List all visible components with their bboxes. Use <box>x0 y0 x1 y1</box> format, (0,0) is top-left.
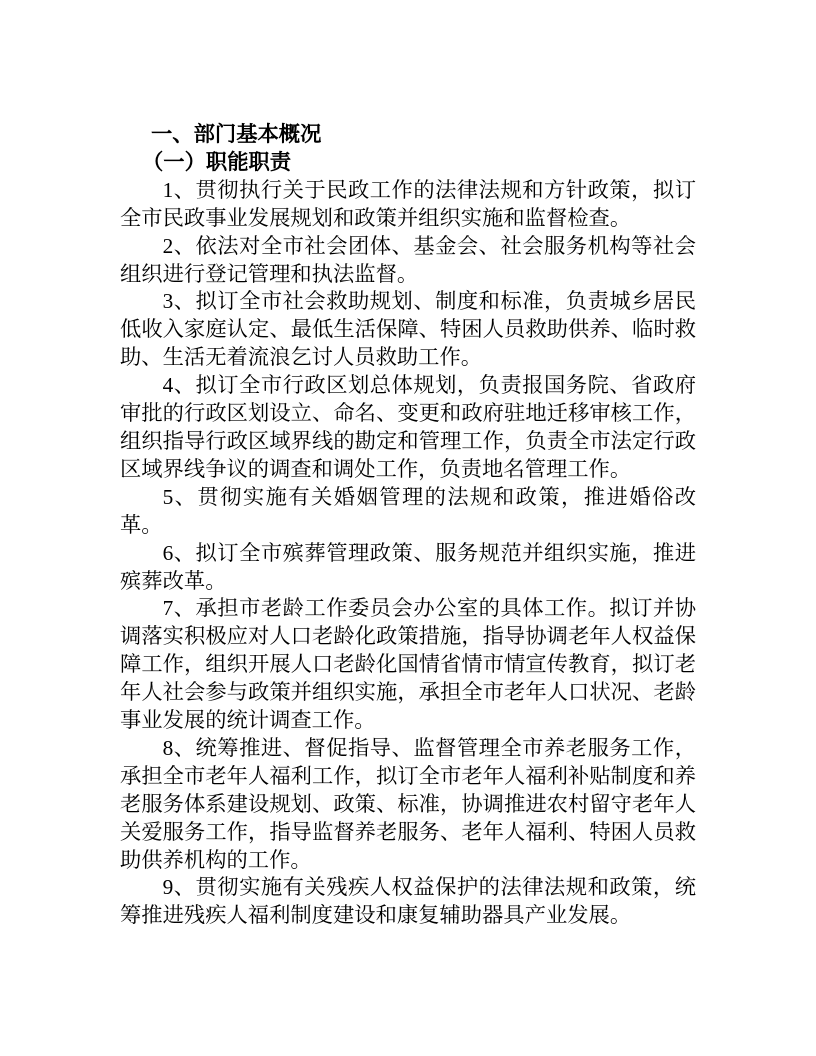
body-paragraph-9: 9、贯彻实施有关残疾人权益保护的法律法规和政策，统筹推进残疾人福利制度建设和康复辅助器具产业发展。 <box>120 875 696 928</box>
body-paragraph-1: 1、贯彻执行关于民政工作的法律法规和方针政策，拟订全市民政事业发展规划和政策并组织实施和监督检查。 <box>120 177 696 230</box>
body-paragraph-2: 2、依法对全市社会团体、基金会、社会服务机构等社会组织进行登记管理和执法监督。 <box>120 233 696 286</box>
section-heading: 一、部门基本概况 <box>151 122 322 146</box>
body-paragraph-8: 8、统筹推进、督促指导、监督管理全市养老服务工作，承担全市老年人福利工作，拟订全市老年人福利补贴制度和养老服务体系建设规划、政策、标准，协调推进农村留守老年人关爱服务工作，指导监督养老服务、老年人福利、特困人员救助供养机构的工作。 <box>120 735 696 872</box>
body-paragraph-6: 6、拟订全市殡葬管理政策、服务规范并组织实施，推进殡葬改革。 <box>120 540 696 593</box>
body-paragraph-4: 4、拟订全市行政区划总体规划，负责报国务院、省政府审批的行政区划设立、命名、变更和政府驻地迁移审核工作，组织指导行政区域界线的勘定和管理工作，负责全市法定行政区域界线争议的调查和调处工作，负责地名管理工作。 <box>120 373 696 481</box>
body-paragraph-3: 3、拟订全市社会救助规划、制度和标准，负责城乡居民低收入家庭认定、最低生活保障、特困人员救助供养、临时救助、生活无着流浪乞讨人员救助工作。 <box>120 289 696 370</box>
document-body <box>120 121 696 930</box>
body-paragraph-7: 7、承担市老龄工作委员会办公室的具体工作。拟订并协调落实积极应对人口老龄化政策措施，指导协调老年人权益保障工作，组织开展人口老龄化国情省情市情宣传教育，拟订老年人社会参与政策并组织实施，承担全市老年人口状况、老龄事业发展的统计调查工作。 <box>120 596 696 733</box>
body-paragraph-5: 5、贯彻实施有关婚姻管理的法规和政策，推进婚俗改革。 <box>120 484 696 537</box>
subsection-heading: （一）职能职责 <box>142 149 292 174</box>
